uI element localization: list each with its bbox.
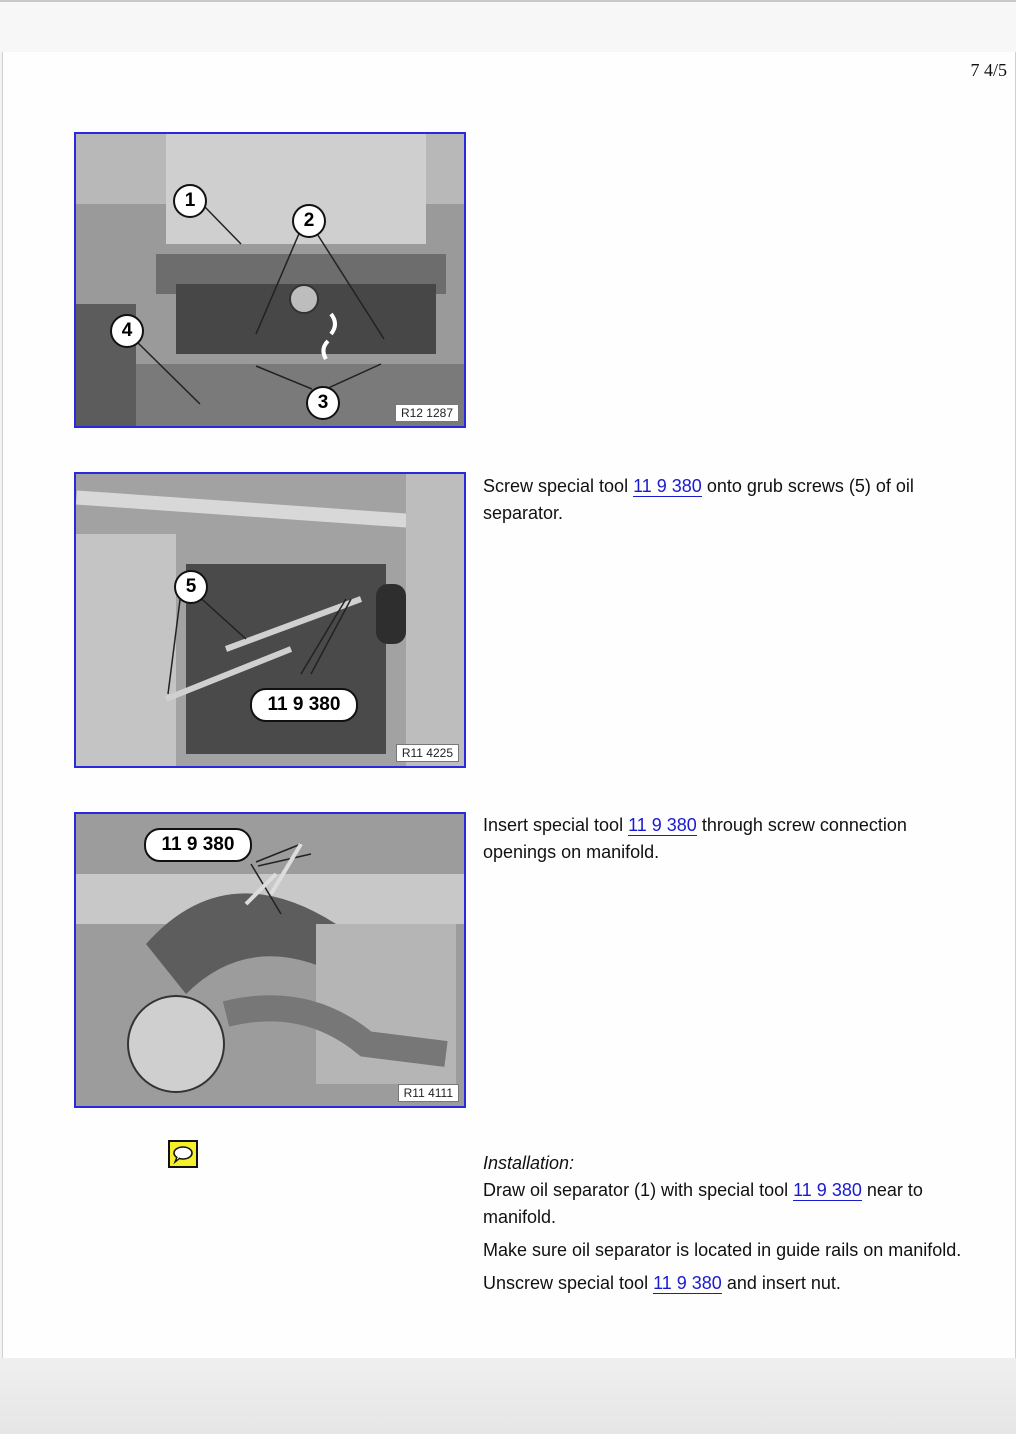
step2-text-after: through screw connection openings on manifold. xyxy=(483,815,907,862)
note-icon[interactable] xyxy=(168,1140,198,1168)
tool-link-11-9-380[interactable]: 11 9 380 xyxy=(793,1180,862,1200)
step1-text-before: Screw special tool xyxy=(483,476,634,496)
figure-tool-through-manifold xyxy=(74,812,466,1108)
figure-special-tool-on-grub-screws xyxy=(74,472,466,768)
figure-oil-separator-overview xyxy=(74,132,466,428)
tool-link-11-9-380[interactable]: 11 9 380 xyxy=(653,1273,722,1293)
figure-reference: R11 4111 xyxy=(398,1084,459,1102)
install-p2: Make sure oil separator is located in guide rails on manifold. xyxy=(483,1240,962,1260)
callout-1: 1 xyxy=(173,184,207,218)
callout-4: 4 xyxy=(110,314,144,348)
tool-link-11-9-380[interactable]: 11 9 380 xyxy=(633,476,702,496)
install-p3-before: Unscrew special tool xyxy=(483,1273,654,1293)
callout-tool-label: 11 9 380 xyxy=(250,688,358,722)
step-insert-tool xyxy=(483,812,983,872)
page-number: 7 4/5 xyxy=(970,60,1007,80)
callout-3: 3 xyxy=(306,386,340,420)
callout-2: 2 xyxy=(292,204,326,238)
step1-text-after: onto grub screws (5) of oil separator. xyxy=(483,476,914,523)
figure-reference: R12 1287 xyxy=(395,404,459,422)
installation-heading: Installation: xyxy=(483,1153,575,1173)
installation-section xyxy=(483,1150,983,1303)
step-screw-tool xyxy=(483,473,983,533)
install-p1-after: near to manifold. xyxy=(483,1180,923,1227)
install-p1-before: Draw oil separator (1) with special tool xyxy=(483,1180,794,1200)
viewer-bottom-area xyxy=(0,1358,1016,1434)
tool-link-11-9-380[interactable]: 11 9 380 xyxy=(628,815,697,835)
viewer-top-bar xyxy=(0,0,1016,52)
callout-tool-label: 11 9 380 xyxy=(144,828,252,862)
install-p3-after: and insert nut. xyxy=(721,1273,841,1293)
callout-5: 5 xyxy=(174,570,208,604)
step2-text-before: Insert special tool xyxy=(483,815,629,835)
figure-reference: R11 4225 xyxy=(396,744,459,762)
